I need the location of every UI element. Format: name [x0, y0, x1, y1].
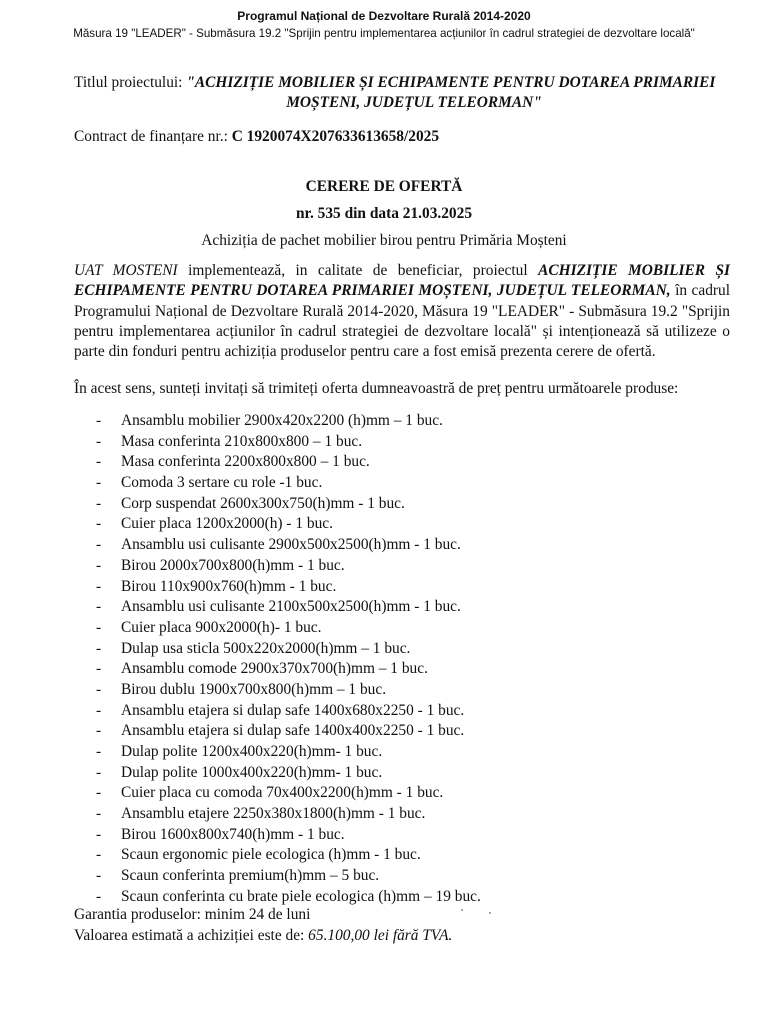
measure-subtitle: Măsura 19 "LEADER" - Submăsura 19.2 "Sprijin pentru implementarea acțiunilor în cadrul strategiei de dezvoltare locală" — [73, 27, 695, 40]
product-item — [96, 473, 481, 494]
list-dash-marker: - — [96, 660, 102, 678]
product-label: Ansamblu usi culisante 2900x500x2500(h)mm - 1 buc. — [121, 536, 461, 554]
product-label: Cuier placa 900x2000(h)- 1 buc. — [121, 618, 322, 636]
list-dash-marker: - — [96, 412, 102, 429]
product-label: Ansamblu comode 2900x370x700(h)mm – 1 buc. — [121, 660, 428, 678]
product-label: Birou 110x900x760(h)mm - 1 buc. — [121, 577, 337, 595]
product-label: Birou 1600x800x740(h)mm - 1 buc. — [121, 825, 345, 843]
product-label: Dulap usa sticla 500x220x2000(h)mm – 1 buc. — [121, 639, 411, 657]
intro-paragraph — [74, 261, 730, 362]
list-dash-marker: - — [96, 598, 102, 616]
list-dash-marker: - — [96, 763, 102, 781]
product-item — [96, 535, 481, 556]
list-dash-marker: - — [96, 701, 102, 719]
project-title-label: Titlul proiectului: — [74, 74, 187, 91]
list-dash-marker: - — [96, 536, 102, 554]
product-label: Ansamblu etajera si dulap safe 1400x680x2250 - 1 buc. — [121, 701, 465, 719]
product-label: Ansamblu etajera si dulap safe 1400x400x2250 - 1 buc. — [121, 722, 465, 740]
product-label: Scaun ergonomic piele ecologica (h)mm - 1 buc. — [121, 846, 421, 864]
product-label: Dulap polite 1200x400x220(h)mm- 1 buc. — [121, 743, 383, 760]
list-dash-marker: - — [96, 577, 102, 595]
list-dash-marker: - — [96, 618, 102, 636]
product-item — [96, 432, 481, 453]
product-label: Masa conferinta 2200x800x800 – 1 buc. — [121, 453, 370, 471]
list-dash-marker: - — [96, 494, 102, 512]
list-dash-marker: - — [96, 639, 102, 657]
product-item — [96, 639, 481, 660]
product-label: Scaun conferinta cu brate piele ecologica (h)mm – 19 buc. — [121, 887, 481, 905]
list-dash-marker: - — [96, 805, 102, 823]
product-item — [96, 618, 481, 639]
product-label: Dulap polite 1000x400x220(h)mm- 1 buc. — [121, 763, 383, 781]
list-dash-marker: - — [96, 722, 102, 740]
product-item — [96, 494, 481, 515]
list-dash-marker: - — [96, 515, 102, 533]
warranty-text: Garantia produselor: minim 24 de luni — [74, 906, 311, 923]
product-label: Ansamblu mobilier 2900x420x2200 (h)mm – 1 buc. — [121, 412, 443, 429]
product-item — [96, 721, 481, 742]
product-label: Cuier placa cu comoda 70x400x2200(h)mm - 1 buc. — [121, 784, 444, 802]
list-dash-marker: - — [96, 474, 102, 492]
product-label: Ansamblu etajere 2250x380x1800(h)mm - 1 buc. — [121, 805, 426, 823]
product-item — [96, 597, 481, 618]
scan-speck — [489, 912, 491, 914]
beneficiary-name: UAT MOSTENI — [74, 262, 178, 279]
list-dash-marker: - — [96, 680, 102, 698]
list-dash-marker: - — [96, 784, 102, 802]
product-label: Cuier placa 1200x2000(h) - 1 buc. — [121, 515, 333, 533]
product-item — [96, 783, 481, 804]
product-item — [96, 763, 481, 784]
product-label: Ansamblu usi culisante 2100x500x2500(h)mm - 1 buc. — [121, 598, 461, 616]
product-item — [96, 452, 481, 473]
product-item — [96, 804, 481, 825]
document-heading: CERERE DE OFERTĂ — [305, 178, 463, 195]
intro-project-name: ACHIZIȚIE MOBILIER ȘI ECHIPAMENTE PENTRU DOTAREA PRIMARIEI MOȘTENI, JUDEȚUL TELEORMAN, — [74, 262, 731, 300]
project-title-line2: MOȘTENI, JUDEȚUL TELEORMAN" — [286, 94, 542, 111]
list-dash-marker: - — [96, 556, 102, 574]
product-item — [96, 845, 481, 866]
product-label: Masa conferinta 210x800x800 – 1 buc. — [121, 432, 363, 450]
product-item — [96, 866, 481, 887]
estimated-value-label: Valoarea estimată a achiziției este de: — [74, 927, 309, 944]
program-header — [0, 8, 768, 42]
product-label: Birou dublu 1900x700x800(h)mm – 1 buc. — [121, 680, 387, 698]
list-dash-marker: - — [96, 887, 102, 905]
list-dash-marker: - — [96, 453, 102, 471]
product-item — [96, 514, 481, 535]
document-number: nr. 535 din data 21.03.2025 — [295, 205, 473, 222]
product-list — [96, 411, 481, 908]
intro-text-2: în cadrul Programului Național de Dezvoltare Rurală 2014-2020, Măsura 19 "LEADER" - Submăsura 19.2 "Sprijin pentru implementarea acțiunilor în cadrul strategiei de dezvoltare locală" și intenționează să utilizeze o parte din fonduri pentru achiziția produselor pentru care a fost emisă prezenta cerere de ofertă. — [74, 282, 730, 361]
list-dash-marker: - — [96, 432, 102, 450]
product-item — [96, 825, 481, 846]
estimated-value-amount: 65.100,00 lei fără TVA. — [308, 927, 453, 944]
list-dash-marker: - — [96, 867, 102, 885]
product-item — [96, 742, 481, 763]
invitation-text: În acest sens, sunteți invitați să trimiteți oferta dumneavoastră de preț pentru următoarele produse: — [74, 380, 679, 397]
product-item — [96, 577, 481, 598]
product-label: Corp suspendat 2600x300x750(h)mm - 1 buc. — [121, 494, 405, 512]
contract-label: Contract de finanțare nr.: — [74, 128, 232, 145]
list-dash-marker: - — [96, 846, 102, 864]
product-label: Comoda 3 sertare cu role -1 buc. — [121, 474, 323, 492]
project-title-line1: "ACHIZIȚIE MOBILIER ȘI ECHIPAMENTE PENTRU DOTAREA PRIMARIEI — [186, 74, 716, 91]
product-item — [96, 556, 481, 577]
project-title-block — [74, 73, 734, 113]
intro-text-1: implementează, in calitate de beneficiar, proiectul — [177, 262, 539, 279]
product-item — [96, 411, 481, 432]
product-item — [96, 659, 481, 680]
document-subject: Achiziția de pachet mobilier birou pentru Primăria Moșteni — [201, 232, 567, 249]
product-label: Scaun conferinta premium(h)mm – 5 buc. — [121, 867, 380, 885]
estimated-value — [74, 926, 452, 946]
contract-line — [74, 127, 439, 147]
list-dash-marker: - — [96, 743, 102, 760]
product-item — [96, 701, 481, 722]
program-title: Programul Național de Dezvoltare Rurală 2014-2020 — [237, 9, 531, 23]
contract-number: C 1920074X207633613658/2025 — [231, 128, 440, 145]
product-item — [96, 680, 481, 701]
product-label: Birou 2000x700x800(h)mm - 1 buc. — [121, 556, 345, 574]
scan-speck — [461, 909, 463, 911]
list-dash-marker: - — [96, 825, 102, 843]
